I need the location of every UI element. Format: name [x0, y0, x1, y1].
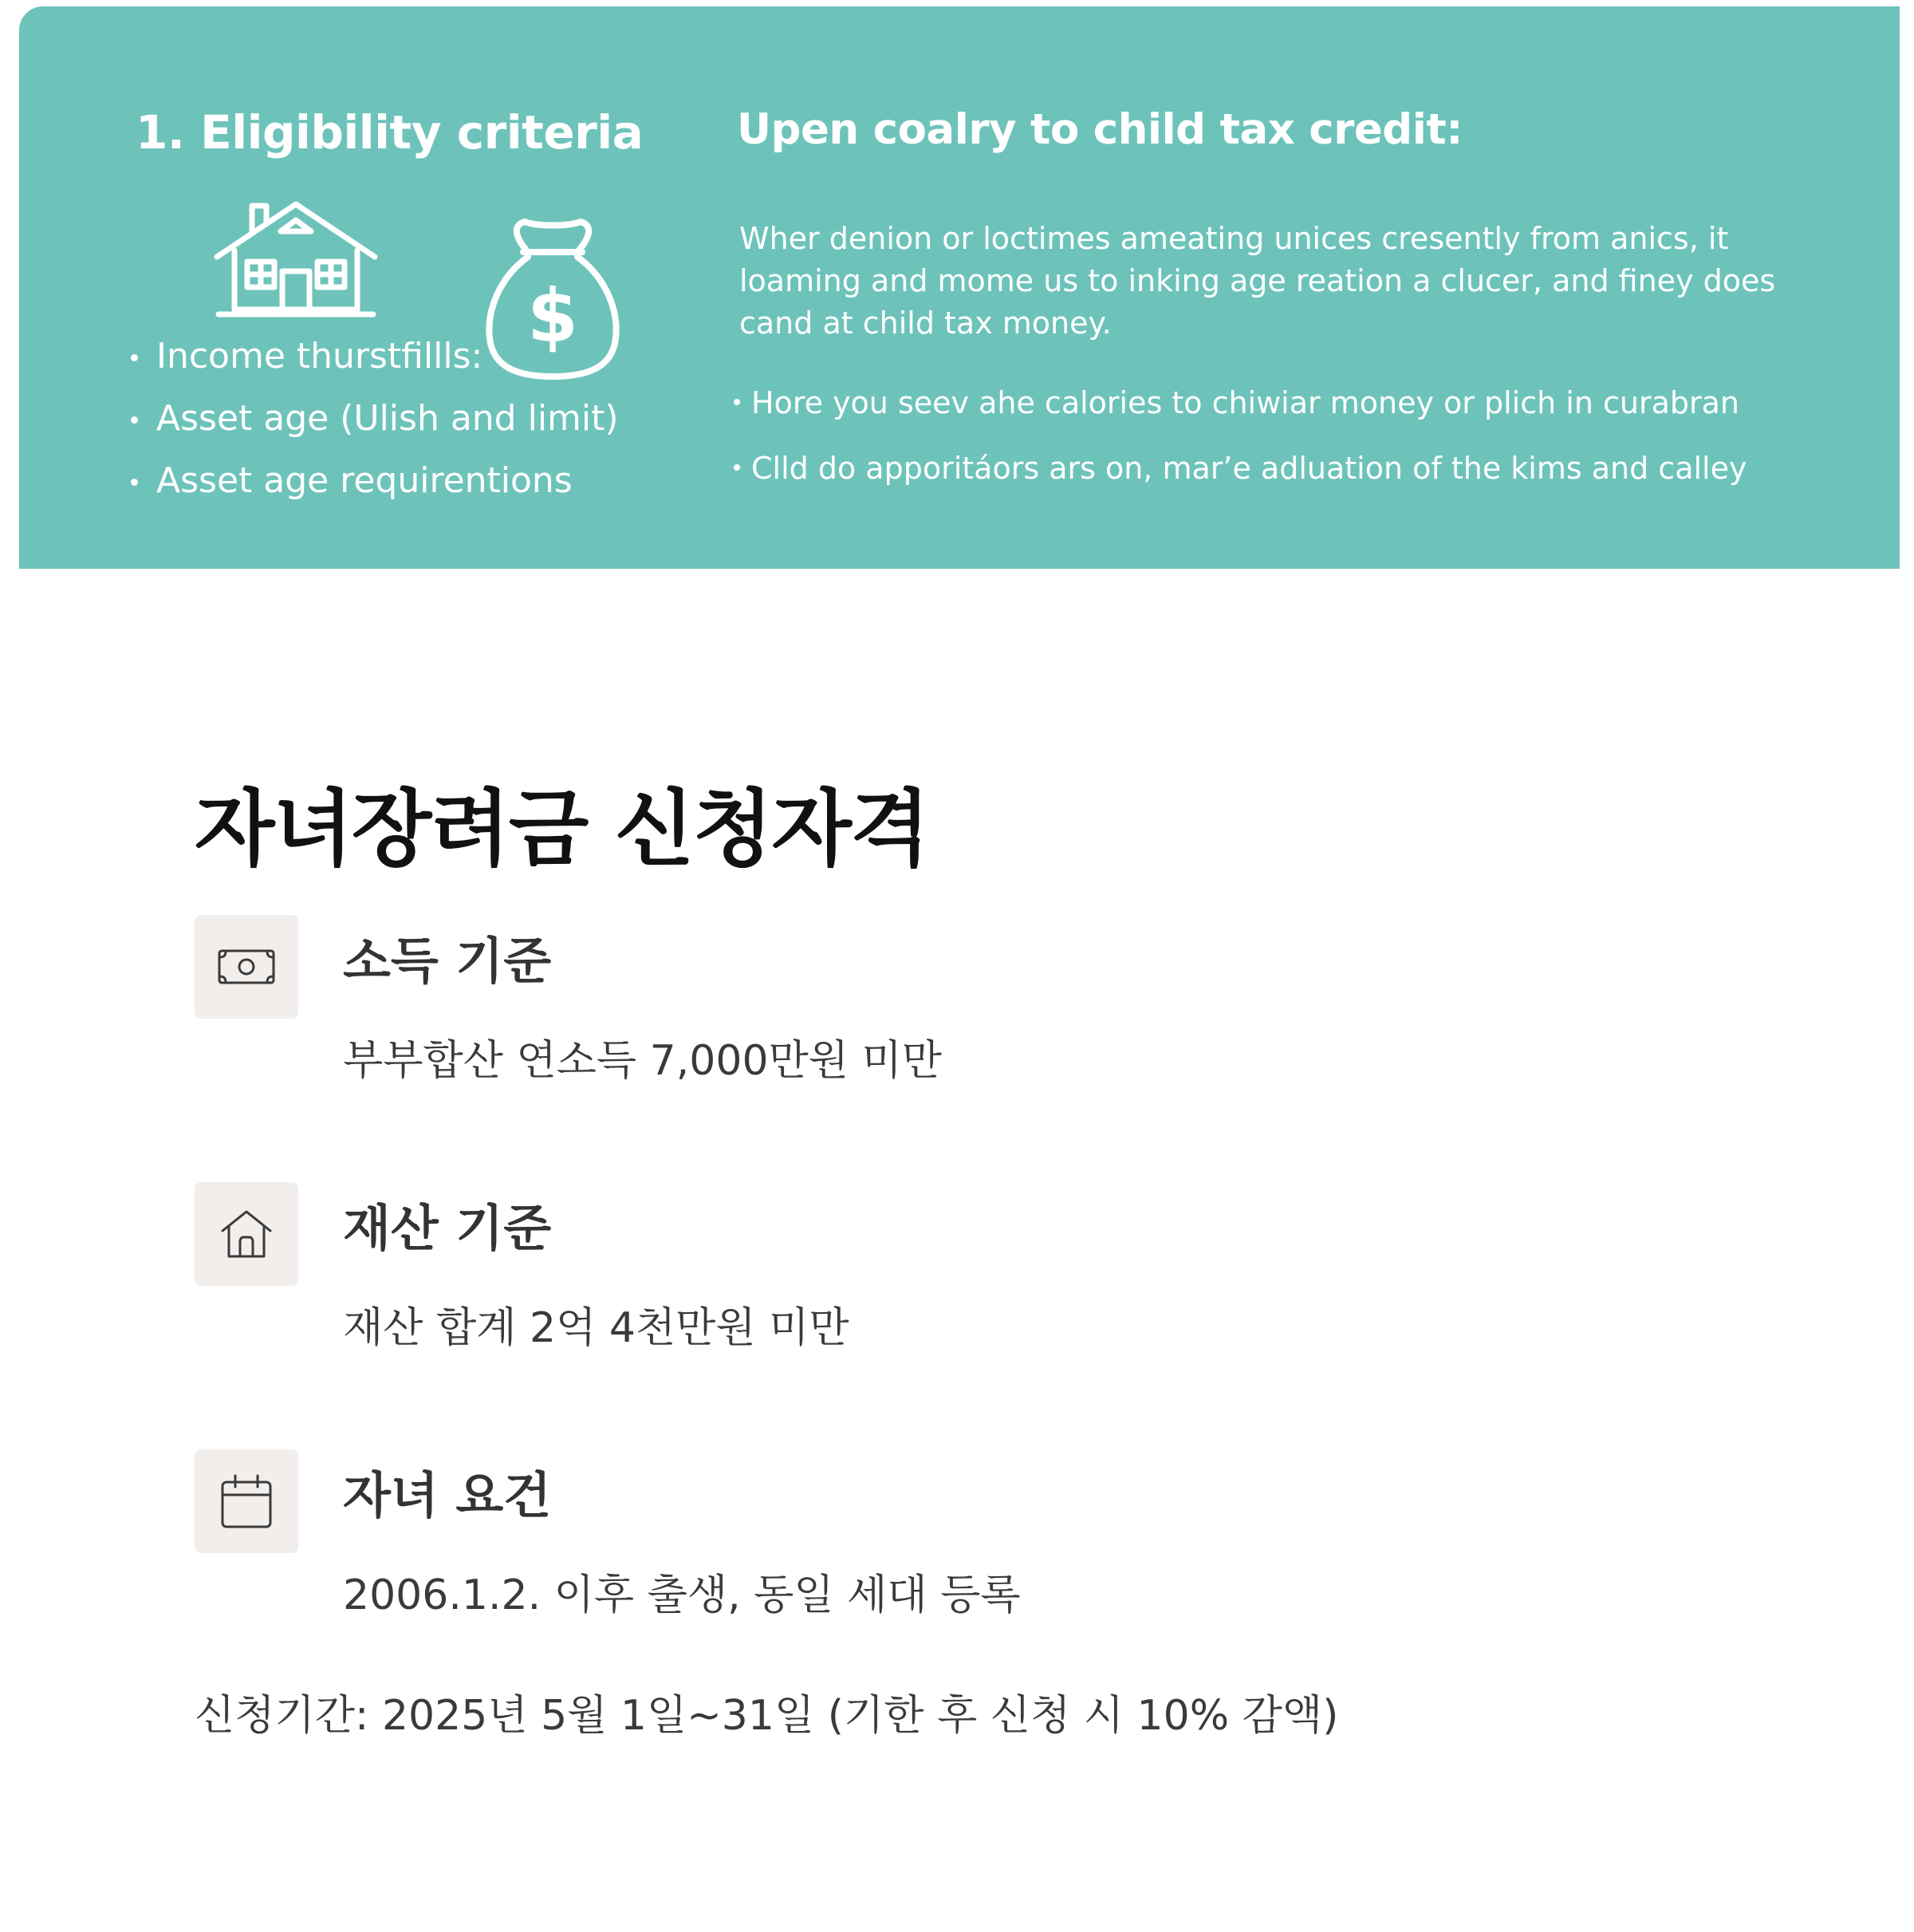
- list-item: Hore you seev ahe calories to chiwiar money or plich in curabran: [732, 370, 1747, 436]
- banner-right-title: Upen coalry to child tax credit:: [737, 105, 1463, 154]
- list-item: Asset age requirentions: [128, 450, 619, 512]
- criterion-heading: 자녀 요건: [343, 1466, 552, 1524]
- icon-box: [195, 915, 298, 1019]
- application-period: 신청기간: 2025년 5월 1일~31일 (기한 후 신청 시 10% 감액): [195, 1692, 1339, 1740]
- banner-left-title: 1. Eligibility criteria: [136, 105, 644, 160]
- house-icon: [215, 1202, 278, 1266]
- criterion-heading: 소득 기준: [343, 932, 552, 990]
- banknote-icon: [215, 935, 278, 999]
- list-item: Income thurstfillls:: [128, 325, 619, 388]
- criterion-description: 재산 합계 2억 4천만원 미만: [343, 1304, 849, 1352]
- calendar-icon: [215, 1469, 278, 1533]
- list-item: Asset age (Ulish and limit): [128, 388, 619, 450]
- list-item: Clld do apporitáors ars on, mar’e adluation of the kims and calley: [732, 436, 1747, 501]
- info-banner: [19, 6, 1900, 569]
- criterion-heading: 재산 기준: [343, 1199, 552, 1257]
- svg-text:$: $: [526, 274, 579, 359]
- icon-box: [195, 1182, 298, 1286]
- page-title: 자녀장려금 신청자격: [195, 780, 929, 877]
- banner-paragraph: Wher denion or loctimes ameating unices cresently from anics, it loaming and mome us to inking age reation a clucer, and finey does cand at child tax money.: [739, 221, 1776, 341]
- banner-right-list: [732, 370, 1747, 501]
- criterion-description: 2006.1.2. 이후 출생, 동일 세대 등록: [343, 1571, 1021, 1619]
- icon-box: [195, 1449, 298, 1553]
- banner-left-list: [128, 325, 619, 512]
- house-icon: [212, 198, 380, 319]
- criterion-description: 부부합산 연소득 7,000만원 미만: [343, 1037, 943, 1085]
